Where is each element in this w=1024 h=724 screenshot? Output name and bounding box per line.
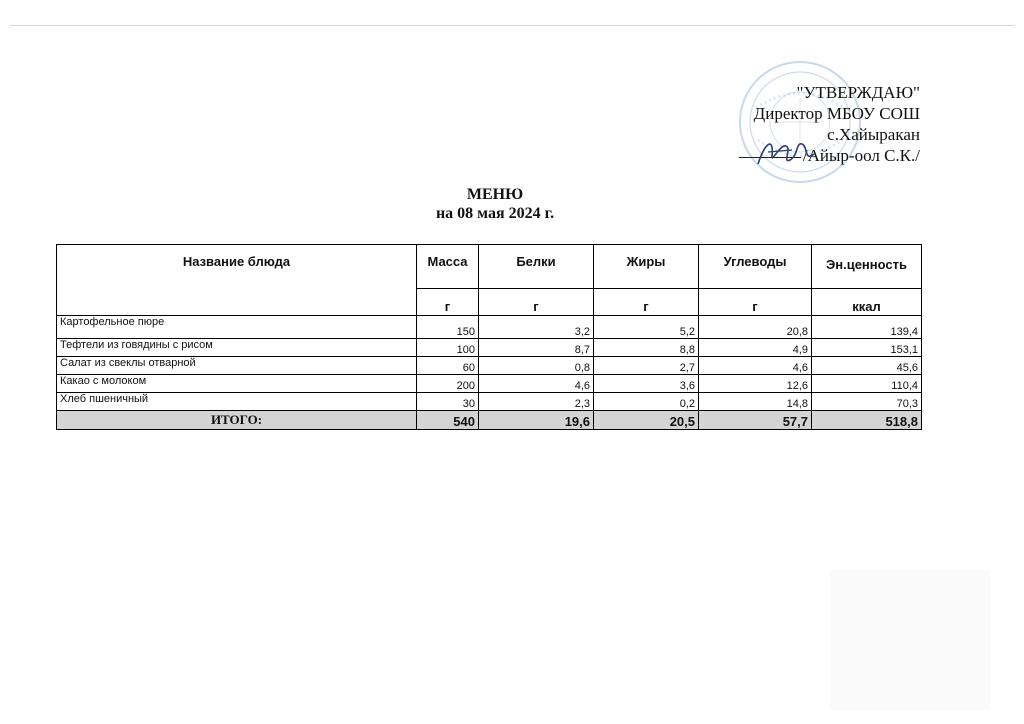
table-row (57, 357, 922, 375)
dish-carbs: 20,8 (699, 316, 812, 339)
header-protein: Белки (479, 245, 594, 289)
dish-carbs: 4,6 (699, 357, 812, 375)
total-fat: 20,5 (594, 411, 699, 430)
dish-mass: 60 (417, 357, 479, 375)
unit-protein: г (479, 289, 594, 316)
header-fat: Жиры (594, 245, 699, 289)
dish-energy: 153,1 (812, 339, 922, 357)
dish-name: Хлеб пшеничный (57, 393, 417, 411)
approval-position: Директор МБОУ СОШ (753, 104, 920, 123)
approval-locality: с.Хайыракан (827, 125, 920, 144)
dish-name: Салат из свеклы отварной (57, 357, 417, 375)
units-blank-cell (57, 289, 417, 316)
dish-carbs: 4,9 (699, 339, 812, 357)
document-date: на 08 мая 2024 г. (435, 205, 555, 222)
handwritten-signature (752, 134, 822, 172)
dish-fat: 5,2 (594, 316, 699, 339)
header-row (57, 245, 922, 289)
total-energy: 518,8 (812, 411, 922, 430)
dish-carbs: 12,6 (699, 375, 812, 393)
dish-mass: 200 (417, 375, 479, 393)
total-carbs: 57,7 (699, 411, 812, 430)
dish-name: Тефтели из говядины с рисом (57, 339, 417, 357)
dish-protein: 4,6 (479, 375, 594, 393)
header-energy: Эн.ценность (812, 245, 922, 289)
units-row (57, 289, 922, 316)
dish-energy: 45,6 (812, 357, 922, 375)
dish-protein: 8,7 (479, 339, 594, 357)
total-mass: 540 (417, 411, 479, 430)
approval-signer: /Айыр-оол С.К./ (802, 146, 920, 165)
dish-protein: 3,2 (479, 316, 594, 339)
unit-carbs: г (699, 289, 812, 316)
dish-fat: 3,6 (594, 375, 699, 393)
dish-protein: 2,3 (479, 393, 594, 411)
dish-carbs: 14,8 (699, 393, 812, 411)
header-mass: Масса (417, 245, 479, 289)
total-label: ИТОГО: (57, 411, 417, 430)
dish-protein: 0,8 (479, 357, 594, 375)
unit-mass: г (417, 289, 479, 316)
dish-fat: 8,8 (594, 339, 699, 357)
document-title: МЕНЮ (466, 186, 524, 203)
menu-table (56, 244, 922, 430)
dish-name: Какао с молоком (57, 375, 417, 393)
header-carbs: Углеводы (699, 245, 812, 289)
dish-energy: 110,4 (812, 375, 922, 393)
table-row (57, 339, 922, 357)
scan-edge-line (10, 25, 1015, 26)
total-row (57, 411, 922, 430)
dish-energy: 70,3 (812, 393, 922, 411)
dish-fat: 0,2 (594, 393, 699, 411)
table-row (57, 316, 922, 339)
dish-name: Картофельное пюре (57, 316, 417, 339)
dish-mass: 150 (417, 316, 479, 339)
approval-heading: "УТВЕРЖДАЮ" (796, 83, 920, 102)
dish-mass: 100 (417, 339, 479, 357)
unit-fat: г (594, 289, 699, 316)
dish-mass: 30 (417, 393, 479, 411)
table-row (57, 393, 922, 411)
scan-artifact (830, 570, 990, 710)
header-dish-name: Название блюда (57, 245, 417, 289)
unit-energy: ккал (812, 289, 922, 316)
table-row (57, 375, 922, 393)
dish-energy: 139,4 (812, 316, 922, 339)
total-protein: 19,6 (479, 411, 594, 430)
dish-fat: 2,7 (594, 357, 699, 375)
